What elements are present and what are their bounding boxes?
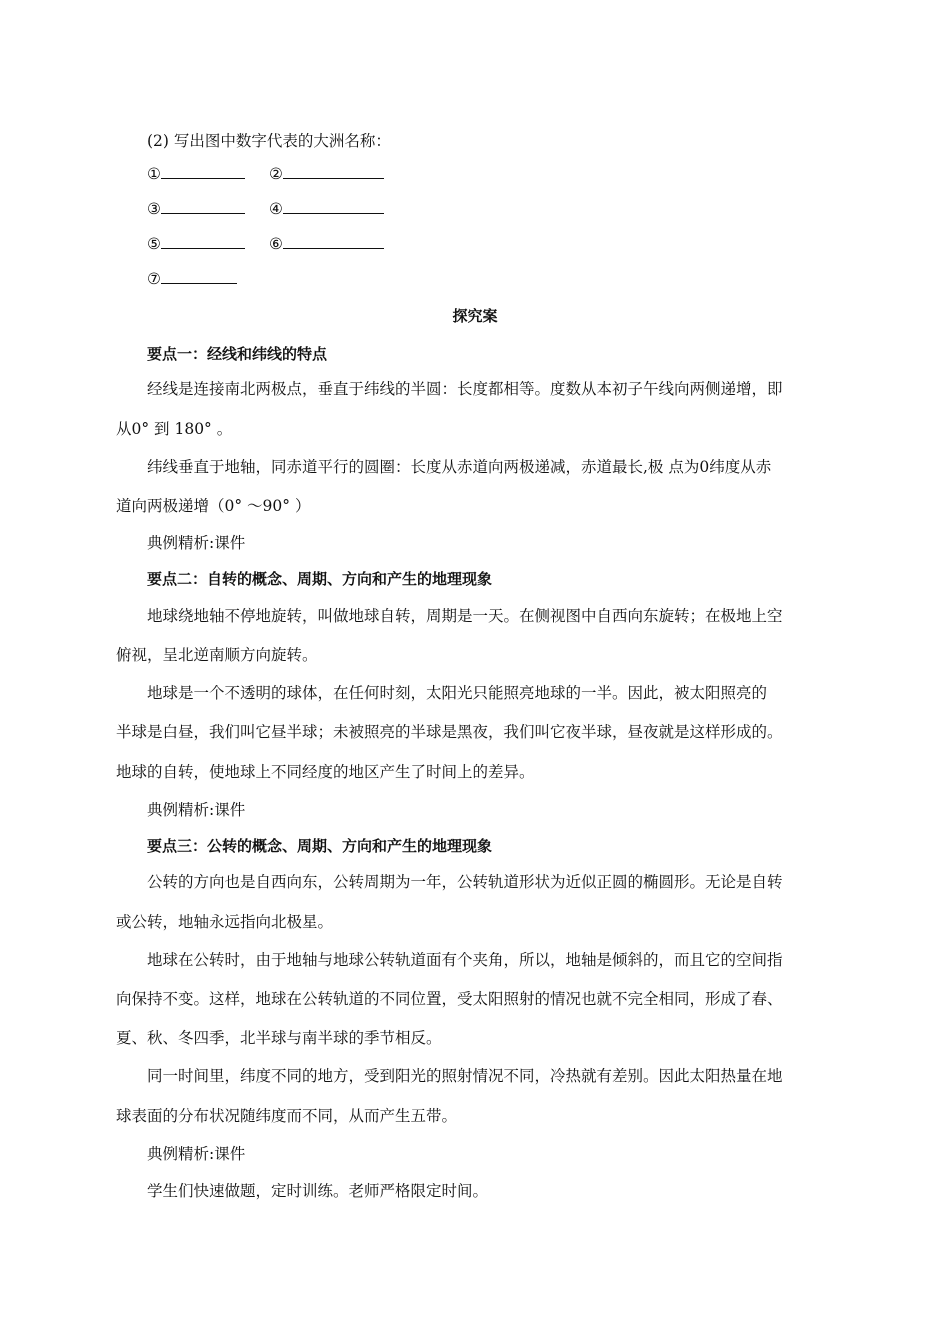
answer-blank-6[interactable] [269,234,384,254]
example-label: 典例精析:课件 [147,1145,246,1163]
paragraph-line: 地球的自转，使地球上不同经度的地区产生了时间上的差异。 [116,763,535,781]
paragraph-line: 地球是一个不透明的球体，在任何时刻，太阳光只能照亮地球的一半。因此，被太阳照亮的 [147,684,768,702]
blank-line [283,199,384,214]
blank-line [283,234,384,249]
paragraph-line: 地球在公转时，由于地轴与地球公转轨道面有个夹角，所以，地轴是倾斜的，而且它的空间指 [147,951,783,969]
answer-row-2 [147,199,384,219]
blank-line [161,269,237,284]
blank-line [161,199,245,214]
example-label: 典例精析:课件 [147,801,246,819]
paragraph-line: 半球是白昼，我们叫它昼半球；未被照亮的半球是黑夜，我们叫它夜半球，昼夜就是这样形成的。 [116,723,783,741]
closing-note: 学生们快速做题，定时训练。老师严格限定时间。 [147,1182,489,1200]
answer-blank-2[interactable] [269,164,384,184]
answer-blank-4[interactable] [269,199,384,219]
circled-number: ③ [147,200,161,218]
answer-row-1 [147,164,384,184]
blank-line [161,234,245,249]
circled-number: ① [147,165,161,183]
answer-blank-3[interactable] [147,199,264,219]
paragraph-line: 经线是连接南北两极点，垂直于纬线的半圆：长度都相等。度数从本初子午线向两侧递增，即 [147,380,783,398]
question-prompt: (2) 写出图中数字代表的大洲名称： [147,132,391,150]
paragraph-line: 道向两极递增（0° ～90° ） [116,497,311,515]
circled-number: ④ [268,200,283,218]
point2-heading: 要点二：自转的概念、周期、方向和产生的地理现象 [147,570,493,588]
paragraph-line: 公转的方向也是自西向东，公转周期为一年，公转轨道形状为近似正圆的椭圆形。无论是自转 [147,873,783,891]
paragraph-line: 地球绕地轴不停地旋转，叫做地球自转，周期是一天。在侧视图中自西向东旋转；在极地上空 [147,607,783,625]
example-label: 典例精析:课件 [147,534,246,552]
paragraph-line: 或公转，地轴永远指向北极星。 [116,913,334,931]
circled-number: ⑥ [268,235,283,253]
answer-blank-5[interactable] [147,234,264,254]
point3-heading: 要点三：公转的概念、周期、方向和产生的地理现象 [147,837,493,855]
blank-line [161,164,245,179]
paragraph-line: 纬线垂直于地轴，同赤道平行的圆圈：长度从赤道向两极递减，赤道最长,极 点为0纬度从赤 [147,458,772,476]
paragraph-line: 球表面的分布状况随纬度而不同，从而产生五带。 [116,1107,458,1125]
answer-blank-7[interactable] [147,269,237,289]
paragraph-line: 夏、秋、冬四季，北半球与南半球的季节相反。 [116,1029,442,1047]
answer-row-4 [147,269,237,289]
paragraph-line: 从0° 到 180° 。 [116,420,233,438]
answer-blank-1[interactable] [147,164,264,184]
paragraph-line: 向保持不变。这样，地球在公转轨道的不同位置，受太阳照射的情况也就不完全相同，形成了春、 [116,990,783,1008]
point1-heading: 要点一：经线和纬线的特点 [147,345,328,363]
circled-number: ⑤ [147,235,161,253]
blank-line [283,164,384,179]
paragraph-line: 同一时间里，纬度不同的地方，受到阳光的照射情况不同，冷热就有差别。因此太阳热量在地 [147,1067,783,1085]
paragraph-line: 俯视，呈北逆南顺方向旋转。 [116,646,318,664]
circled-number: ② [268,165,283,183]
circled-number: ⑦ [147,270,161,288]
section-title: 探究案 [452,307,498,325]
answer-row-3 [147,234,384,254]
